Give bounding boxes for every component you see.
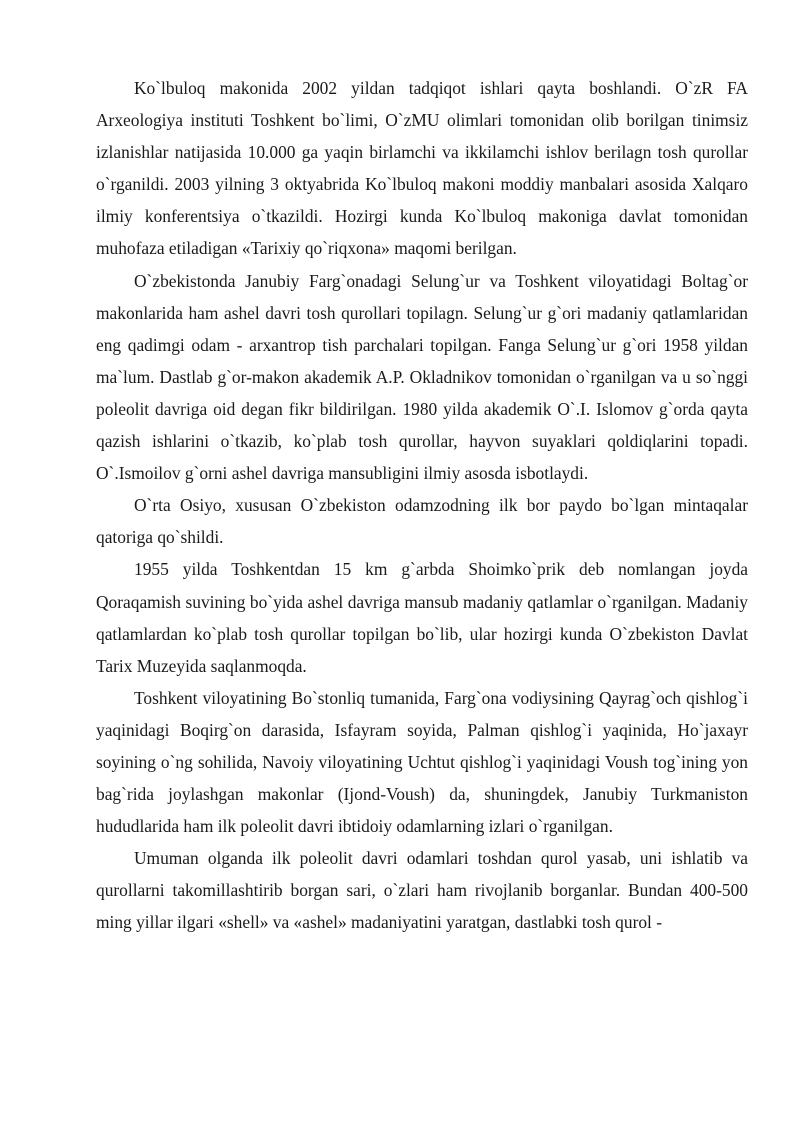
paragraph-kolbuloq: Ko`lbuloq makonida 2002 yildan tadqiqot ishlari qayta boshlandi. O`zR FA Arxeologiya instituti Toshkent bo`limi, O`zMU olimlari tomonidan olib borilgan tinimsiz izlanishlar natijasida 10.000 ga yaqin birlamchi va ikkilamchi ishlov berilagn tosh qurollar o`rganildi. 2003 yilning 3 oktyabrida Ko`lbuloq makoni moddiy manbalari asosida Xalqaro ilmiy konferentsiya o`tkazildi. Hozirgi kunda Ko`lbuloq makoniga davlat tomonidan muhofaza etiladigan «Tarixiy qo`riqxona» maqomi berilgan. bbox=[96, 78, 748, 259]
paragraph-central-asia: O`rta Osiyo, xususan O`zbekiston odamzodning ilk bor paydo bo`lgan mintaqalar qatoriga qo`shildi. bbox=[96, 495, 748, 548]
document-body bbox=[96, 72, 748, 939]
paragraph-summary: Umuman olganda ilk poleolit davri odamlari toshdan qurol yasab, uni ishlatib va qurollarni takomillashtirib borgan sari, o`zlari ham rivojlanib borganlar. Bundan 400-500 ming yillar ilgari «shell» va «ashel» madaniyatini yaratgan, dastlabki tosh qurol - bbox=[96, 848, 748, 933]
paragraph-other-sites: Toshkent viloyatining Bo`stonliq tumanida, Farg`ona vodiysining Qayrag`och qishlog`i yaqinidagi Boqirg`on darasida, Isfayram soyida, Palman qishlog`i yaqinida, Ho`jaxayr soyining o`ng sohilida, Navoiy viloyatining Uchtut qishlog`i yaqinidagi Voush tog`ining yon bag`rida joylashgan makonlar (Ijond-Voush) da, shuningdek, Janubiy Turkmaniston hududlarida ham ilk poleolit davri ibtidoiy odamlarning izlari o`rganilgan. bbox=[96, 687, 748, 837]
paragraph-selungur: O`zbekistonda Janubiy Farg`onadagi Selung`ur va Toshkent viloyatidagi Boltag`or makonlarida ham ashel davri tosh qurollari topilagn. Selung`ur g`ori madaniy qatlamlaridan eng qadimgi odam - arxantrop tish parchalari topilgan. Fanga Selung`ur g`ori 1958 yildan ma`lum. Dastlab g`or-makon akademik A.P. Okladnikov tomonidan o`rganilgan va u so`nggi poleolit davriga oid degan fikr bildirilgan. 1980 yilda akademik O`.I. Islomov g`orda qayta qazish ishlarini o`tkazib, ko`plab tosh qurollar, hayvon suyaklari qoldiqlarini topadi. O`.Ismoilov g`orni ashel davriga mansubligini ilmiy asosda isbotlaydi. bbox=[96, 270, 748, 484]
paragraph-shoimkoprik: 1955 yilda Toshkentdan 15 km g`arbda Shoimko`prik deb nomlangan joyda Qoraqamish suvining bo`yida ashel davriga mansub madaniy qatlamlar o`rganilgan. Madaniy qatlamlardan ko`plab tosh qurollar topilgan bo`lib, ular hozirgi kunda O`zbekiston Davlat Tarix Muzeyida saqlanmoqda. bbox=[96, 559, 748, 676]
